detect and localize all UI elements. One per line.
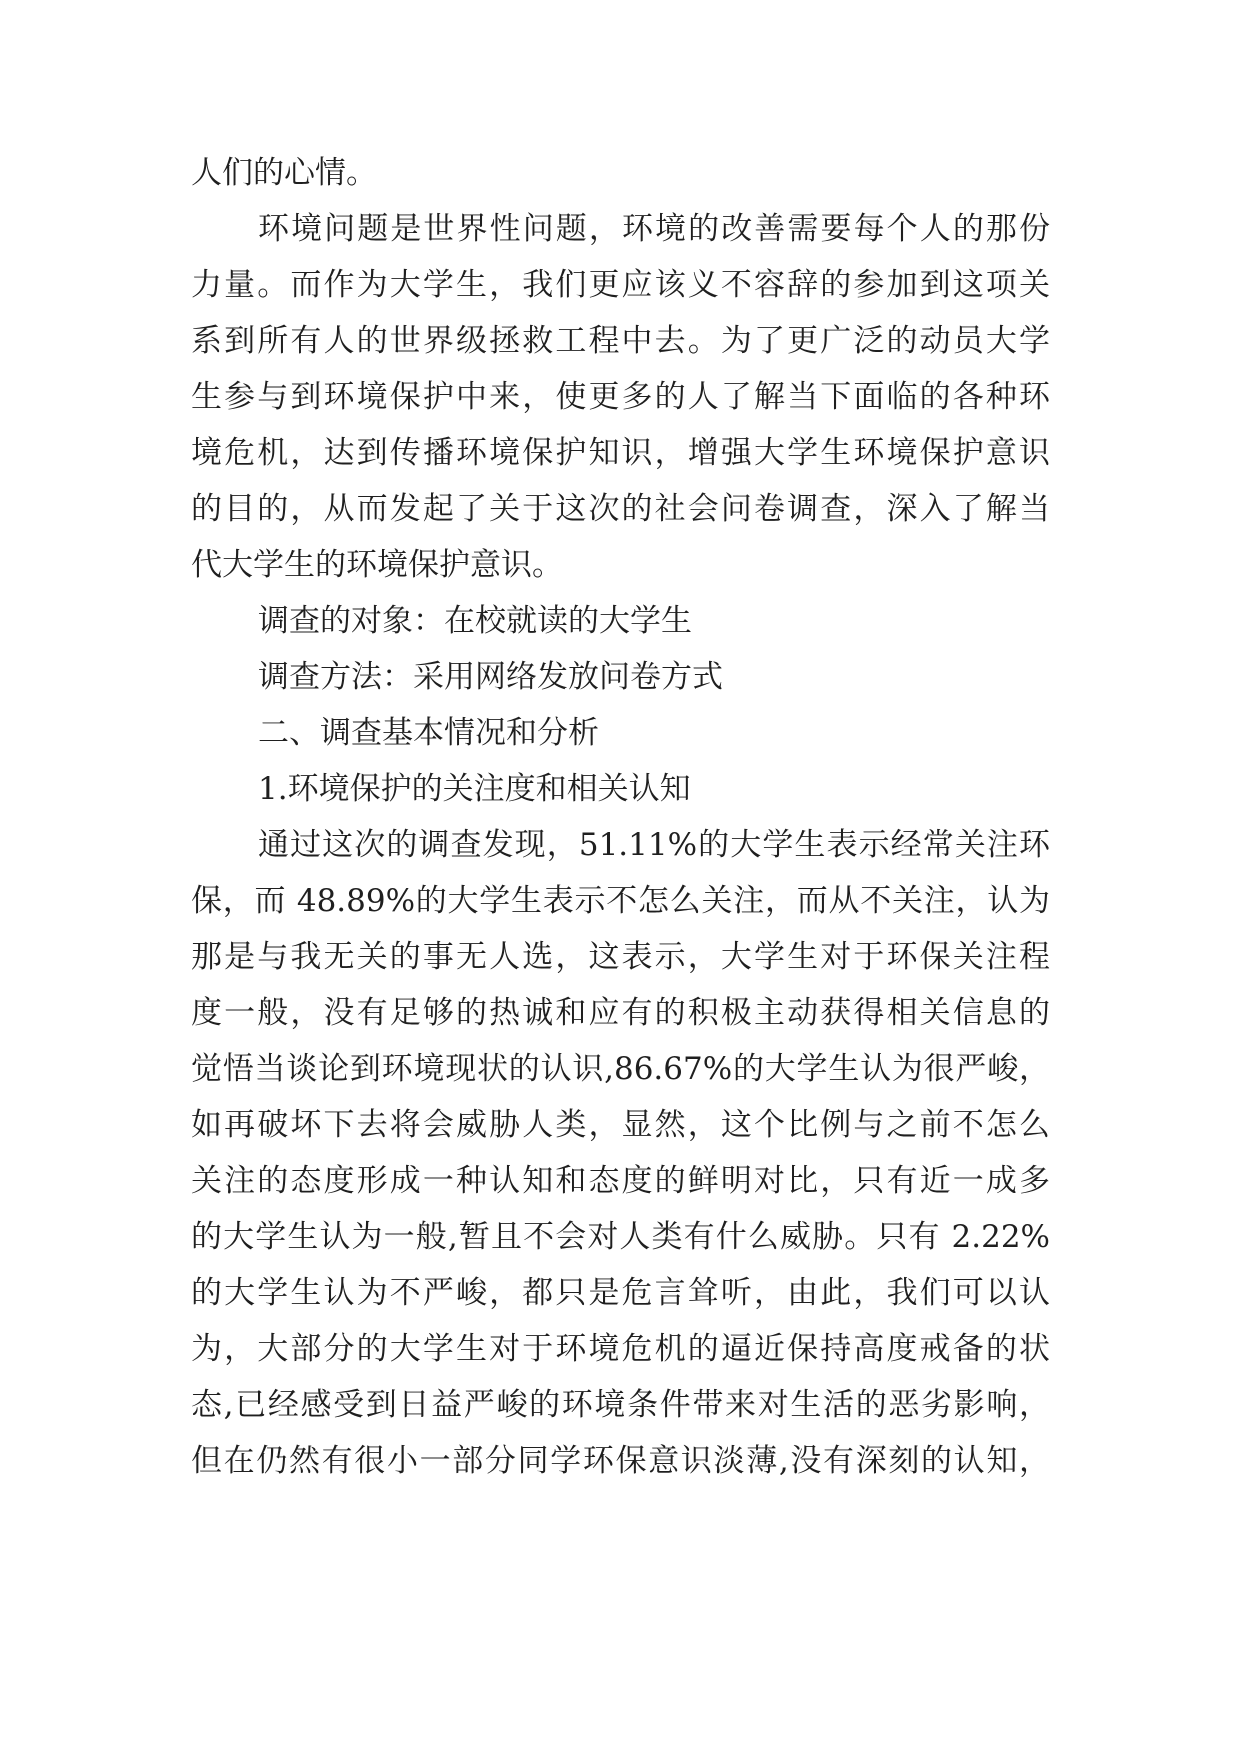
text-line: 人们的心情。 (191, 155, 377, 191)
text-line: 度一般，没有足够的热诚和应有的积极主动获得相关信息的 (191, 995, 1050, 1031)
text-line: 生参与到环境保护中来，使更多的人了解当下面临的各种环 (191, 379, 1050, 415)
text-line: 的目的，从而发起了关于这次的社会问卷调查，深入了解当 (191, 491, 1050, 527)
text-line: 觉悟当谈论到环境现状的认识,86.67%的大学生认为很严峻， (191, 1051, 1050, 1087)
text-line: 境危机，达到传播环境保护知识，增强大学生环境保护意识 (191, 435, 1050, 471)
text-line: 通过这次的调查发现，51.11%的大学生表示经常关注环 (258, 827, 1050, 863)
text-line: 的大学生认为不严峻，都只是危言耸听，由此，我们可以认 (191, 1275, 1050, 1311)
text-line: 那是与我无关的事无人选，这表示，大学生对于环保关注程 (191, 939, 1050, 975)
text-line: 但在仍然有很小一部分同学环保意识淡薄,没有深刻的认知， (191, 1443, 1050, 1479)
text-line: 代大学生的环境保护意识。 (191, 547, 563, 583)
text-line: 态,已经感受到日益严峻的环境条件带来对生活的恶劣影响， (191, 1387, 1050, 1423)
text-line: 系到所有人的世界级拯救工程中去。为了更广泛的动员大学 (191, 323, 1050, 359)
text-line: 保，而 48.89%的大学生表示不怎么关注，而从不关注，认为 (191, 883, 1050, 919)
text-line: 力量。而作为大学生，我们更应该义不容辞的参加到这项关 (191, 267, 1050, 303)
text-line: 调查的对象：在校就读的大学生 (258, 603, 692, 639)
text-line: 为，大部分的大学生对于环境危机的逼近保持高度戒备的状 (191, 1331, 1050, 1367)
text-line: 环境问题是世界性问题，环境的改善需要每个人的那份 (258, 211, 1050, 247)
text-line: 调查方法：采用网络发放问卷方式 (258, 659, 723, 695)
text-line: 1.环境保护的关注度和相关认知 (258, 771, 691, 807)
text-line: 的大学生认为一般,暂且不会对人类有什么威胁。只有 2.22% (191, 1219, 1050, 1255)
text-line: 关注的态度形成一种认知和态度的鲜明对比，只有近一成多 (191, 1163, 1050, 1199)
text-line: 二、调查基本情况和分析 (258, 715, 599, 751)
text-line: 如再破坏下去将会威胁人类，显然，这个比例与之前不怎么 (191, 1107, 1050, 1143)
